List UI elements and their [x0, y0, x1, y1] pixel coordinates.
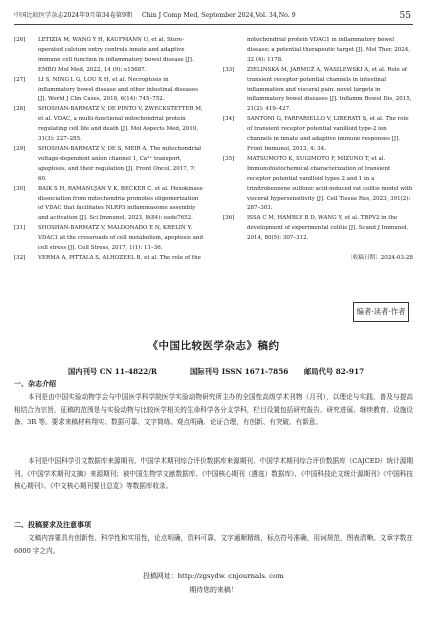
reference-number: [33]	[223, 66, 235, 73]
issn-code: 国际刊号 ISSN 1671-7856	[190, 367, 289, 376]
notice-title: 《中国比较医学杂志》稿约	[147, 340, 280, 352]
closing-line: 期待您的来稿！	[189, 586, 238, 594]
reference-text: ISSA C M, HAMBLY B D, WANG Y, et al. TRPV2 in the development of experimental colitis [J]. Scand J Immunol, 2014, 80(5): 307–312.	[247, 215, 409, 242]
reference-item	[223, 214, 413, 244]
reference-text: LI S, NING L G, LOU X H, et al. Necroptosis in inflammatory bowel disease and other intestinal diseases [J]. World J Clin Cases, 2018, 6(14): 745–752.	[38, 76, 198, 103]
reference-item	[14, 36, 204, 76]
reference-number: [26]	[14, 37, 26, 43]
reference-text: LETIZIA M, WANG Y H, KAUFMANN U, et al. Store-operated calcium entry controls innate and adaptive immune cell function in inflammatory bowel disease [J]. EMBO Mol Med, 2022, 14 (9): e15687.	[38, 37, 194, 73]
section-stamp: 编者·读者·作者	[353, 302, 409, 322]
received-date: 〔收稿日期〕2024-03-28	[347, 255, 413, 262]
page-number: 55	[399, 11, 411, 21]
reference-number: [35]	[223, 155, 235, 162]
reference-item	[223, 155, 413, 214]
reference-number: [36]	[223, 215, 235, 222]
publication-codes	[0, 367, 427, 379]
postal-code: 邮局代号 82-917	[304, 367, 365, 376]
reference-text: SHOSHAN-BARMATZ V, DE PINTO V, ZWECKSTETTER M, et al. VDAC, a multi-functional mitochondrial protein regulating cell life and death [J]. Mol Aspects Med, 2010, 31(3): 227–285.	[38, 106, 203, 143]
reference-text: SHOSHAN-BARMATZ V, DE S, MEIR A. The mitochondrial voltage-dependent anion channel 1, Ca²⁺ transport, apoptosis, and their regulation [J]. Front Oncol, 2017, 7: 60.	[38, 145, 202, 182]
submission-url[interactable]: 投稿网址：http://zgsydw. cnjournals. com	[143, 572, 284, 580]
journal-name-en: Chin J Comp Med, September 2024,Vol. 34,No. 9	[142, 12, 296, 19]
section-heading-submission: 二、投稿要求及注意事项	[14, 520, 91, 529]
reference-number: [32]	[14, 254, 26, 261]
reference-number: [31]	[14, 225, 26, 232]
reference-item	[223, 115, 413, 155]
reference-text: BAIK S H, RAMANUJAN V K, BECKER C, et al. Hexokinase dissociation from mitochondria promotes oligomerization of VDAC that facilitates NLRP3 inflammasome assembly and activation [J]. Sci Immunol, 2023, 8(84): eade7652.	[38, 185, 203, 222]
journal-name-cn: 中国比较医学杂志2024年9月第34卷第9期	[14, 12, 133, 19]
reference-text: ZIELINSKA M, JARMUŻ A, WASILEWSKI A, et al. Role of transient receptor potential channels in intestinal inflammation and visceral pain: novel targets in inflammatory bowel diseases [J]. Inflamm Bowel Dis, 2015, 21(2): 419–427.	[247, 66, 412, 113]
domestic-code: 国内刊号 CN 11-4822/R	[68, 367, 157, 376]
reference-item	[223, 36, 413, 66]
reference-text: SHOSHAN-BARMATZ V, MALDONADO E N, KRELIN Y. VDAC1 at the crossroads of cell metabolism, apoptosis and cell stress [J]. Cell Stress, 2017, 1(1): 11–36.	[38, 225, 203, 252]
reference-list	[14, 36, 413, 298]
reference-item	[14, 105, 204, 145]
reference-text: VERMA A, PITTALA S, ALHOZEEL B, et al. The role of the	[38, 254, 201, 261]
reference-number: [28]	[14, 106, 26, 113]
reference-number: [34]	[223, 116, 235, 123]
paragraph-intro: 本刊是由中国实验动物学会与中国医学科学院医学实验动物研究所主办的全国性高级学术刊物（月刊），以理论与实践、普及与提高相结合为宗旨，征稿的范围是与实验动物与比较医学相关的生命科学各分支学科，栏目设置包括研究报告、研究进展、继续教育、设施设备、3R 等。要求来稿材料翔实、数据可靠、文字简练、观点明确、论证合理，有创新、有突破、有新意。	[14, 393, 413, 426]
reference-number: [30]	[14, 185, 26, 192]
reference-text: MATSUMOTO K, SUGIMOTO F, MIZUNO T, et al. Immunohistochemical characterization of transient receptor potential vanilloid types 2 and 1 in a trinitrobenzene sulfonic acid-induced rat colitis model with visceral hypersensitivity [J]. Cell Tissue Res, 2023, 391(2): 287–303.	[247, 155, 413, 212]
reference-text: SANTONI G, FARFARIELLO V, LIBERATI S, et al. The role of transient receptor potential vanilloid type-2 ion channels in innate and adaptive immune responses [J]. Front Immunol, 2013, 4: 34.	[247, 116, 409, 152]
reference-item	[14, 224, 204, 254]
running-header	[14, 10, 413, 25]
reference-item	[14, 145, 204, 185]
reference-item	[14, 185, 204, 225]
paragraph-submission: 文稿内容要具有创新性、科学性和实用性，论点明确，资料可靠，文字通顺精练，标点符号准确，用词规范，图表清晰。文章字数在 6000 字之内。	[14, 534, 413, 555]
reference-item	[14, 254, 204, 264]
paragraph-indexing: 本刊是中国科学引文数据库来源期刊、中国学术期刊综合评价数据库来源期刊、中国学术期刊综合评价数据库（CAJCED）统计源期刊、《中国学术期刊文摘》来源期刊；被中国生物学文献数据库、《中国核心期刊（遴选）数据库》、《中国科技论文统计源期刊》《中国科技核心期刊》、《中文核心期刊要目总览》等数据库收录。	[14, 457, 413, 490]
reference-item	[223, 66, 413, 116]
reference-number: [27]	[14, 76, 26, 83]
reference-column-right	[223, 36, 413, 264]
section-heading-intro: 一、杂志介绍	[14, 379, 56, 388]
reference-item	[14, 76, 204, 106]
reference-text: mitochondrial protein VDAC1 in inflammatory bowel disease: a potential therapeutic target [J]. Mol Ther, 2024, 32 (4): 1178.	[247, 37, 410, 63]
reference-number: [29]	[14, 145, 26, 152]
reference-column-left	[14, 36, 204, 264]
